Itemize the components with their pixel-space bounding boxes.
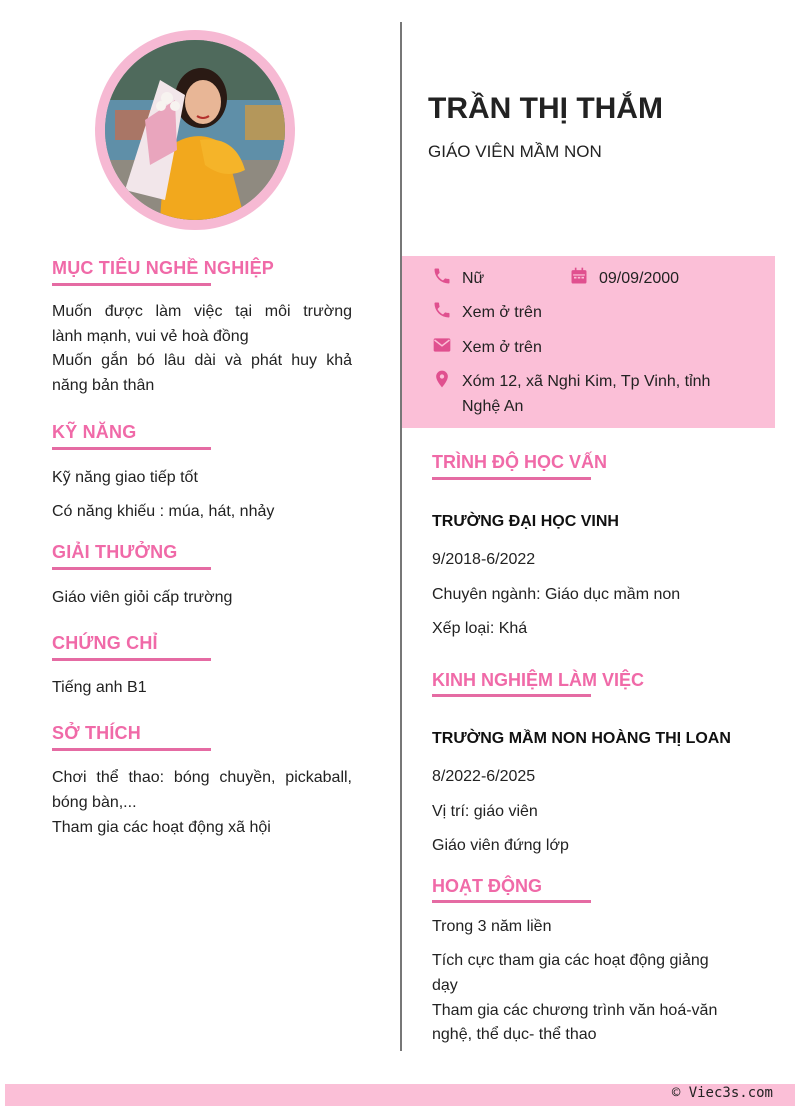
objective-line-2: lành mạnh, vui vẻ hoà đồng — [52, 328, 249, 345]
awards-underline — [52, 567, 211, 570]
hobbies-line-3: Tham gia các hoạt động xã hội — [52, 819, 271, 836]
address-line-2: Nghệ An — [462, 398, 524, 415]
experience-detail: Giáo viên đứng lớp — [432, 837, 569, 854]
education-grade: Xếp loại: Khá — [432, 620, 528, 637]
skills-item-2: Có năng khiếu : múa, hát, nhảy — [52, 503, 275, 520]
objective-line-4: năng bản thân — [52, 377, 155, 394]
skills-title: KỸ NĂNG — [52, 422, 137, 442]
objective-underline — [52, 283, 211, 286]
hobbies-underline — [52, 748, 211, 751]
experience-underline — [432, 694, 591, 697]
activities-line-1: Trong 3 năm liền — [432, 918, 552, 935]
experience-period: 8/2022-6/2025 — [432, 768, 536, 785]
activities-underline — [432, 900, 591, 903]
experience-position: Vị trí: giáo viên — [432, 803, 538, 820]
objective-line-1: Muốn được làm việc tại môi trường — [52, 303, 352, 320]
education-major: Chuyên ngành: Giáo dục mầm non — [432, 586, 681, 603]
footer-bar — [5, 1084, 795, 1106]
avatar-frame — [95, 30, 295, 230]
experience-title: KINH NGHIỆM LÀM VIỆC — [432, 670, 645, 690]
certificates-item-1: Tiếng anh B1 — [52, 679, 147, 696]
column-divider — [400, 22, 402, 1051]
birthday-value: 09/09/2000 — [599, 270, 680, 287]
skills-item-1: Kỹ năng giao tiếp tốt — [52, 469, 198, 486]
awards-item-1: Giáo viên giỏi cấp trường — [52, 589, 233, 606]
education-title: TRÌNH ĐỘ HỌC VẤN — [432, 452, 607, 472]
hobbies-title: SỞ THÍCH — [52, 723, 141, 743]
activities-line-3: dạy — [432, 977, 458, 994]
education-underline — [432, 477, 591, 480]
candidate-name: TRẦN THỊ THẮM — [428, 92, 663, 125]
phone-value: Xem ở trên — [462, 304, 542, 321]
phone-icon — [432, 300, 452, 320]
candidate-role: GIÁO VIÊN MẦM NON — [428, 142, 602, 161]
footer-credit: © Viec3s.com — [671, 1085, 773, 1101]
objective-line-3: Muốn gắn bó lâu dài và phát huy khả — [52, 352, 352, 369]
calendar-icon — [569, 266, 589, 286]
education-school: TRƯỜNG ĐẠI HỌC VINH — [432, 513, 619, 530]
activities-line-5: nghệ, thể dục- thể thao — [432, 1026, 597, 1043]
skills-underline — [52, 447, 211, 450]
experience-company: TRƯỜNG MẦM NON HOÀNG THỊ LOAN — [432, 730, 731, 747]
address-line-1: Xóm 12, xã Nghi Kim, Tp Vinh, tỉnh — [462, 373, 711, 390]
map-pin-icon — [432, 369, 452, 389]
gender-value: Nữ — [462, 270, 485, 287]
objective-title: MỤC TIÊU NGHỀ NGHIỆP — [52, 258, 275, 278]
avatar — [105, 40, 285, 220]
activities-line-2: Tích cực tham gia các hoạt động giảng — [432, 952, 709, 969]
education-period: 9/2018-6/2022 — [432, 551, 536, 568]
avatar-photo — [105, 40, 285, 220]
hobbies-line-1: Chơi thể thao: bóng chuyền, pickaball, — [52, 769, 352, 786]
phone-icon — [432, 266, 452, 286]
awards-title: GIẢI THƯỞNG — [52, 542, 178, 562]
email-value: Xem ở trên — [462, 339, 542, 356]
activities-line-4: Tham gia các chương trình văn hoá-văn — [432, 1002, 718, 1019]
activities-title: HOẠT ĐỘNG — [432, 876, 542, 896]
hobbies-line-2: bóng bàn,... — [52, 794, 137, 811]
envelope-icon — [432, 335, 452, 355]
certificates-title: CHỨNG CHỈ — [52, 633, 158, 653]
certificates-underline — [52, 658, 211, 661]
